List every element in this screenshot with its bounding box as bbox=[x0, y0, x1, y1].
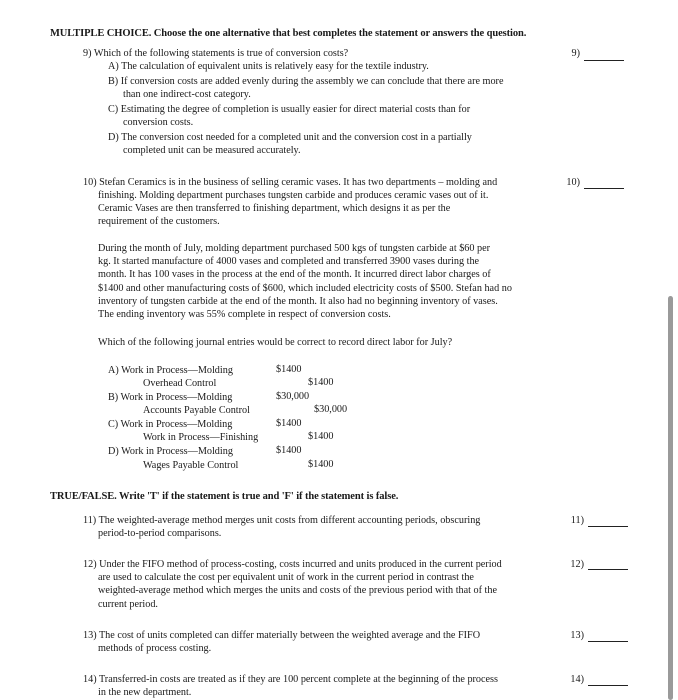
option-d-credit-amount: $1400 bbox=[308, 459, 334, 470]
option-b-credit-amount: $30,000 bbox=[314, 404, 348, 415]
answer-blank-13[interactable] bbox=[588, 641, 628, 642]
answer-number-12: 12) bbox=[570, 559, 584, 570]
option-b-debit-account: B) Work in Process—Molding bbox=[108, 392, 233, 403]
option-d-debit-amount: $1400 bbox=[276, 445, 302, 456]
question-10-para1-line1: 10) Stefan Ceramics is in the business of selling ceramic vases. It has two departments – molding and bbox=[83, 177, 498, 188]
question-9-option-a: A) The calculation of equivalent units is relatively easy for the textile industry. bbox=[108, 61, 429, 72]
question-9-option-c-cont: conversion costs. bbox=[123, 117, 194, 128]
option-c-debit-amount: $1400 bbox=[276, 418, 302, 429]
question-11-line1: 11) The weighted-average method merges unit costs from different accounting periods, obscuring bbox=[83, 515, 481, 526]
answer-number-9: 9) bbox=[571, 48, 580, 59]
answer-blank-9[interactable] bbox=[584, 60, 624, 61]
answer-blank-10[interactable] bbox=[584, 188, 624, 189]
question-14-line2: in the new department. bbox=[98, 687, 192, 698]
option-c-credit-account: Work in Process—Finishing bbox=[143, 432, 259, 443]
question-12-line3: weighted-average method which merges the units and costs of the previous period with that of the bbox=[98, 585, 497, 596]
section-heading-multiple-choice: MULTIPLE CHOICE. Choose the one alternative that best completes the statement or answers the question. bbox=[50, 28, 527, 39]
option-b-debit-amount: $30,000 bbox=[276, 391, 310, 402]
question-13-line2: methods of process costing. bbox=[98, 643, 212, 654]
answer-blank-14[interactable] bbox=[588, 685, 628, 686]
question-9-option-c: C) Estimating the degree of completion is usually easier for direct material costs than for bbox=[108, 104, 471, 115]
question-10-para2-line2: kg. It started manufacture of 4000 vases and completed and transferred 3900 vases during the bbox=[98, 256, 480, 267]
option-d-debit-account: D) Work in Process—Molding bbox=[108, 446, 233, 457]
answer-number-10: 10) bbox=[566, 177, 580, 188]
question-10-para2-line3: month. It has 100 vases in the process at the end of the month. It incurred direct labor charges of bbox=[98, 269, 491, 280]
answer-blank-12[interactable] bbox=[588, 569, 628, 570]
answer-number-13: 13) bbox=[570, 630, 584, 641]
question-12-line2: are used to calculate the cost per equivalent unit of work in the current period in contrast the bbox=[98, 572, 474, 583]
section-heading-true-false: TRUE/FALSE. Write 'T' if the statement is true and 'F' if the statement is false. bbox=[50, 491, 399, 502]
question-10-para2-line1: During the month of July, molding department purchased 500 kgs of tungsten carbide at $60 per bbox=[98, 243, 491, 254]
option-a-credit-amount: $1400 bbox=[308, 377, 334, 388]
option-b-credit-account: Accounts Payable Control bbox=[143, 405, 250, 416]
option-a-credit-account: Overhead Control bbox=[143, 378, 217, 389]
answer-number-14: 14) bbox=[570, 674, 584, 685]
option-c-credit-amount: $1400 bbox=[308, 431, 334, 442]
option-a-debit-amount: $1400 bbox=[276, 364, 302, 375]
answer-blank-11[interactable] bbox=[588, 526, 628, 527]
question-10-para1-line4: requirement of the customers. bbox=[98, 216, 220, 227]
question-9-option-d: D) The conversion cost needed for a completed unit and the conversion cost in a partially bbox=[108, 132, 472, 143]
question-9-option-b: B) If conversion costs are added evenly during the assembly we can conclude that there are more bbox=[108, 76, 504, 87]
question-10-para2-line6: The ending inventory was 55% complete in respect of conversion costs. bbox=[98, 309, 391, 320]
answer-number-11: 11) bbox=[570, 515, 584, 526]
question-12-line1: 12) Under the FIFO method of process-costing, costs incurred and units produced in the current period bbox=[83, 559, 502, 570]
question-13-line1: 13) The cost of units completed can differ materially between the weighted average and the FIFO bbox=[83, 630, 481, 641]
question-12-line4: current period. bbox=[98, 599, 158, 610]
question-10-para2-line4: $1400 and other manufacturing costs of $600, which included electricity costs of $500. Stefan had no bbox=[98, 283, 512, 294]
option-d-credit-account: Wages Payable Control bbox=[143, 460, 239, 471]
question-9-stem: 9) Which of the following statements is true of conversion costs? bbox=[83, 48, 349, 59]
question-10-prompt: Which of the following journal entries would be correct to record direct labor for July? bbox=[98, 337, 453, 348]
question-10-para1-line3: Ceramic Vases are then transferred to finishing department, which designs it as per the bbox=[98, 203, 451, 214]
question-10-para2-line5: inventory of tungsten carbide at the end of the month. It also had no beginning inventory of vases. bbox=[98, 296, 498, 307]
option-a-debit-account: A) Work in Process—Molding bbox=[108, 365, 233, 376]
question-9-option-b-cont: than one indirect-cost category. bbox=[123, 89, 251, 100]
vertical-scrollbar[interactable] bbox=[668, 296, 673, 700]
question-10-para1-line2: finishing. Molding department purchases tungsten carbide and produces ceramic vases out of it. bbox=[98, 190, 489, 201]
option-c-debit-account: C) Work in Process—Molding bbox=[108, 419, 233, 430]
question-11-line2: period-to-period comparisons. bbox=[98, 528, 222, 539]
question-14-line1: 14) Transferred-in costs are treated as if they are 100 percent complete at the beginning of the process bbox=[83, 674, 498, 685]
question-9-option-d-cont: completed unit can be measured accurately. bbox=[123, 145, 301, 156]
